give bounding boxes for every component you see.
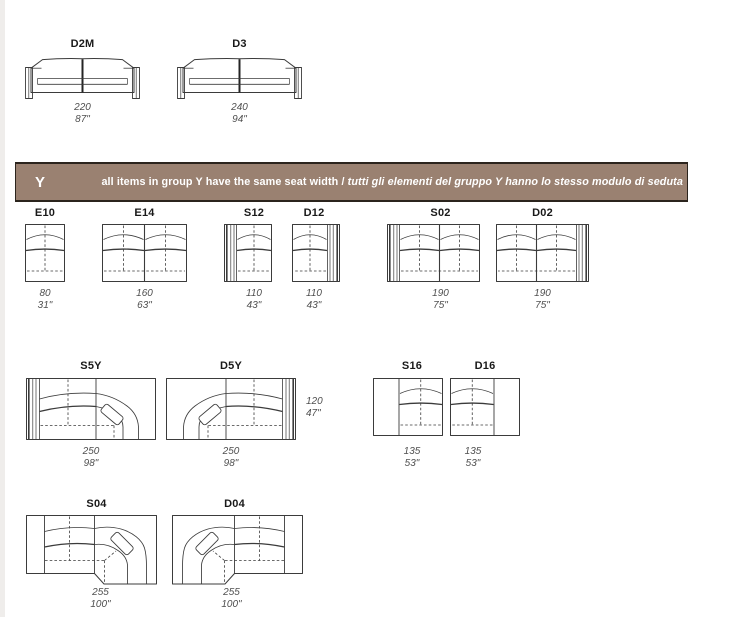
sofa-front-drawing xyxy=(25,55,140,101)
dimension-in: 31" xyxy=(37,299,53,311)
dimension-cm: 190 xyxy=(534,288,551,299)
dimension-in: 75" xyxy=(433,299,448,311)
dimension-cm: 255 xyxy=(92,587,109,598)
dimension-in: 75" xyxy=(535,299,550,311)
module-dimensions xyxy=(377,446,447,469)
module-s16 xyxy=(373,360,443,470)
dimension-cm: 120 xyxy=(306,396,323,407)
module-plan-drawing xyxy=(496,224,589,282)
module-plan-drawing xyxy=(166,378,296,440)
module-dimensions xyxy=(26,446,156,469)
module-plan-drawing xyxy=(450,378,520,436)
dimension-cm: 80 xyxy=(39,288,51,299)
dimension-in: 87" xyxy=(75,113,90,125)
module-dimensions xyxy=(102,288,187,311)
module-plan-drawing xyxy=(292,224,340,282)
module-plan-drawing xyxy=(172,515,303,585)
module-d04 xyxy=(172,498,303,616)
module-dimensions xyxy=(177,102,302,125)
dimension-in: 94" xyxy=(232,113,247,125)
dimension-in: 100" xyxy=(221,598,242,610)
page-edge xyxy=(0,0,5,617)
group-description-en: all items in group Y have the same seat width / xyxy=(101,176,348,188)
module-dimensions xyxy=(438,446,508,469)
dimension-cm: 110 xyxy=(306,288,322,299)
module-dimensions xyxy=(25,288,65,311)
module-label: E10 xyxy=(34,207,56,219)
module-s12 xyxy=(224,207,272,317)
module-label: D02 xyxy=(532,207,553,219)
group-band xyxy=(15,162,688,202)
module-s02 xyxy=(387,207,480,317)
dimension-cm: 190 xyxy=(432,288,449,299)
module-dimensions xyxy=(166,587,297,610)
dimension-cm: 160 xyxy=(136,288,153,299)
module-dimensions xyxy=(35,587,166,610)
dimension-in: 43" xyxy=(306,299,322,311)
module-label: S04 xyxy=(86,498,107,510)
module-plan-drawing xyxy=(25,224,65,282)
group-letter: Y xyxy=(35,173,46,191)
module-d02 xyxy=(496,207,589,317)
module-label: D04 xyxy=(224,498,245,510)
dimension-cm: 240 xyxy=(231,102,248,113)
module-plan-drawing xyxy=(224,224,272,282)
depth-dimensions xyxy=(306,396,323,419)
module-plan-drawing xyxy=(26,515,157,585)
module-dimensions xyxy=(230,288,278,311)
module-s04 xyxy=(26,498,157,616)
module-label: E14 xyxy=(134,207,155,219)
module-label: S5Y xyxy=(80,360,102,372)
dimension-cm: 110 xyxy=(246,288,262,299)
module-dimensions xyxy=(394,288,487,311)
module-plan-drawing xyxy=(373,378,443,436)
module-d2m xyxy=(25,38,140,130)
module-e14 xyxy=(102,207,187,317)
dimension-in: 43" xyxy=(246,299,262,311)
dimension-cm: 135 xyxy=(464,446,482,457)
module-dimensions xyxy=(166,446,296,469)
sofa-front-drawing xyxy=(177,55,302,101)
group-description-it: tutti gli elementi del gruppo Y hanno lo stesso modulo di seduta xyxy=(347,176,683,188)
module-label: S12 xyxy=(243,207,265,219)
module-label: D16 xyxy=(474,360,496,372)
dimension-in: 47" xyxy=(306,407,321,419)
dimension-cm: 250 xyxy=(82,446,100,457)
module-plan-drawing xyxy=(387,224,480,282)
module-dimensions xyxy=(496,288,589,311)
dimension-cm: 135 xyxy=(403,446,421,457)
group-description xyxy=(45,176,683,188)
dimension-in: 53" xyxy=(404,457,420,469)
module-label: D5Y xyxy=(220,360,242,372)
module-label: D3 xyxy=(232,38,247,50)
module-d12 xyxy=(292,207,340,317)
module-label: S16 xyxy=(401,360,423,372)
module-d16 xyxy=(450,360,520,470)
dimension-in: 53" xyxy=(465,457,481,469)
dimension-cm: 250 xyxy=(222,446,240,457)
module-plan-drawing xyxy=(102,224,187,282)
dimension-in: 98" xyxy=(223,457,239,469)
module-dimensions xyxy=(25,102,140,125)
module-d3 xyxy=(177,38,302,130)
dimension-in: 100" xyxy=(90,598,111,610)
module-plan-drawing xyxy=(26,378,156,440)
dimension-in: 98" xyxy=(83,457,99,469)
dimension-cm: 255 xyxy=(223,587,240,598)
module-s5y xyxy=(26,360,156,475)
module-label: D2M xyxy=(70,38,95,50)
module-dimensions xyxy=(290,288,338,311)
module-e10 xyxy=(25,207,65,317)
module-d5y xyxy=(166,360,296,475)
dimension-in: 63" xyxy=(137,299,152,311)
dimension-cm: 220 xyxy=(74,102,91,113)
module-label: S02 xyxy=(430,207,451,219)
module-label: D12 xyxy=(303,207,325,219)
